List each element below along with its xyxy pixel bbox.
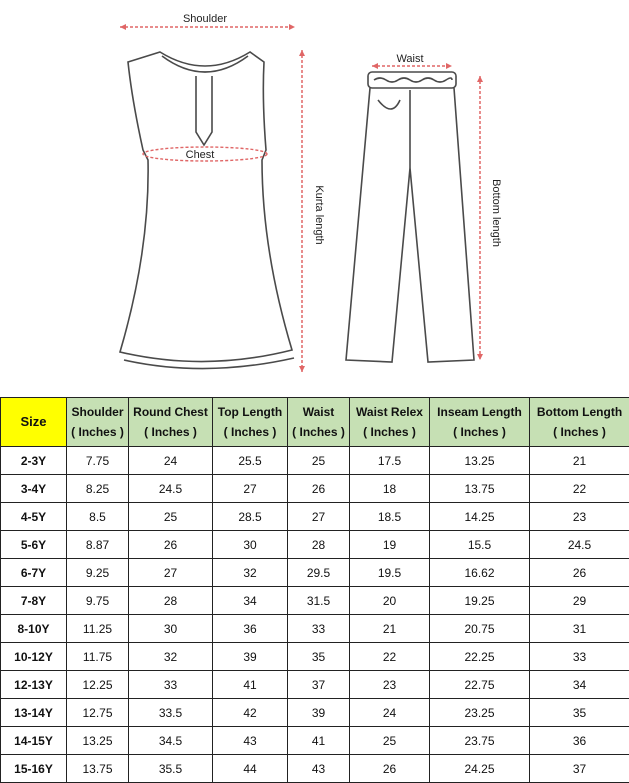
column-header-size <box>1 398 67 447</box>
bottom-length-label: Bottom length <box>490 179 502 247</box>
kurta-length-label: Kurta length <box>313 185 325 245</box>
measurement-cell: 41 <box>288 727 350 755</box>
column-unit: ( Inches ) <box>453 425 506 439</box>
shoulder-measure <box>120 13 295 27</box>
measurement-cell: 33.5 <box>129 699 213 727</box>
column-unit: ( Inches ) <box>363 425 416 439</box>
table-body <box>1 447 629 783</box>
size-cell: 10-12Y <box>1 643 67 671</box>
measurement-cell: 35 <box>530 699 629 727</box>
measurement-cell: 16.62 <box>430 559 530 587</box>
measurement-cell: 20.75 <box>430 615 530 643</box>
table-row <box>1 699 629 727</box>
table-row <box>1 503 629 531</box>
column-title: Round Chest <box>133 405 208 419</box>
table-row <box>1 587 629 615</box>
table-row <box>1 559 629 587</box>
column-title: Waist Relex <box>356 405 423 419</box>
measurement-cell: 33 <box>129 671 213 699</box>
measurement-cell: 28 <box>129 587 213 615</box>
column-header-inseam-length <box>430 398 530 447</box>
measurement-cell: 13.25 <box>67 727 129 755</box>
measurement-cell: 41 <box>213 671 288 699</box>
measurement-cell: 33 <box>288 615 350 643</box>
measurement-cell: 13.25 <box>430 447 530 475</box>
measurement-cell: 22.25 <box>430 643 530 671</box>
table-row <box>1 475 629 503</box>
column-unit: ( Inches ) <box>292 425 345 439</box>
measurement-cell: 43 <box>288 755 350 783</box>
measurement-cell: 32 <box>213 559 288 587</box>
measurement-cell: 9.75 <box>67 587 129 615</box>
measurement-cell: 19.5 <box>350 559 430 587</box>
measurement-cell: 23 <box>350 671 430 699</box>
size-cell: 7-8Y <box>1 587 67 615</box>
size-table <box>0 397 629 783</box>
measurement-cell: 13.75 <box>67 755 129 783</box>
measurement-cell: 24.5 <box>530 531 629 559</box>
table-row <box>1 727 629 755</box>
measurement-cell: 19.25 <box>430 587 530 615</box>
measurement-cell: 32 <box>129 643 213 671</box>
size-cell: 2-3Y <box>1 447 67 475</box>
table-row <box>1 615 629 643</box>
measurement-cell: 21 <box>350 615 430 643</box>
measurement-cell: 21 <box>530 447 629 475</box>
measurement-cell: 30 <box>213 531 288 559</box>
measurement-cell: 28 <box>288 531 350 559</box>
column-unit: ( Inches ) <box>223 425 277 439</box>
table-header <box>1 398 629 447</box>
measurement-cell: 23.75 <box>430 727 530 755</box>
measurement-cell: 27 <box>129 559 213 587</box>
measurement-cell: 27 <box>288 503 350 531</box>
measurement-cell: 27 <box>213 475 288 503</box>
shoulder-label: Shoulder <box>182 13 228 25</box>
measurement-cell: 43 <box>213 727 288 755</box>
measurement-cell: 15.5 <box>430 531 530 559</box>
measurement-cell: 23 <box>530 503 629 531</box>
measurement-cell: 26 <box>530 559 629 587</box>
measurement-cell: 42 <box>213 699 288 727</box>
measurement-cell: 29.5 <box>288 559 350 587</box>
column-header-shoulder <box>67 398 129 447</box>
measurement-cell: 8.25 <box>67 475 129 503</box>
table-row <box>1 447 629 475</box>
measurement-cell: 29 <box>530 587 629 615</box>
measurement-cell: 8.5 <box>67 503 129 531</box>
table-row <box>1 755 629 783</box>
measurement-cell: 20 <box>350 587 430 615</box>
kurta-length-measure <box>302 50 325 372</box>
measurement-cell: 22 <box>530 475 629 503</box>
measurement-cell: 44 <box>213 755 288 783</box>
column-unit: ( Inches ) <box>144 425 197 439</box>
pant-outline <box>346 72 474 362</box>
measurement-cell: 31.5 <box>288 587 350 615</box>
measurement-cell: 9.25 <box>67 559 129 587</box>
measurement-cell: 14.25 <box>430 503 530 531</box>
measurement-cell: 24.25 <box>430 755 530 783</box>
measurement-cell: 22 <box>350 643 430 671</box>
size-cell: 3-4Y <box>1 475 67 503</box>
measurement-cell: 24.5 <box>129 475 213 503</box>
bottom-length-measure <box>480 76 502 360</box>
measurement-cell: 11.25 <box>67 615 129 643</box>
table-row <box>1 671 629 699</box>
measurement-cell: 26 <box>129 531 213 559</box>
measurement-cell: 23.25 <box>430 699 530 727</box>
column-header-bottom-length <box>530 398 629 447</box>
measurement-cell: 24 <box>129 447 213 475</box>
size-cell: 4-5Y <box>1 503 67 531</box>
measurement-cell: 18 <box>350 475 430 503</box>
measurement-cell: 26 <box>350 755 430 783</box>
column-header-round-chest <box>129 398 213 447</box>
measurement-cell: 25.5 <box>213 447 288 475</box>
size-cell: 13-14Y <box>1 699 67 727</box>
measurement-cell: 37 <box>288 671 350 699</box>
column-unit: ( Inches ) <box>71 425 124 439</box>
column-header-top-length <box>213 398 288 447</box>
measurement-cell: 19 <box>350 531 430 559</box>
measurement-cell: 13.75 <box>430 475 530 503</box>
column-title: Top Length <box>217 405 283 419</box>
measurement-cell: 11.75 <box>67 643 129 671</box>
kurta-outline <box>120 52 294 369</box>
column-header-waist <box>288 398 350 447</box>
chest-measure <box>143 147 267 161</box>
measurement-cell: 36 <box>213 615 288 643</box>
size-cell: 14-15Y <box>1 727 67 755</box>
column-title: Bottom Length <box>536 405 623 419</box>
measurement-cell: 36 <box>530 727 629 755</box>
column-title: Shoulder <box>71 405 124 419</box>
measurement-cell: 18.5 <box>350 503 430 531</box>
measurement-cell: 26 <box>288 475 350 503</box>
measurement-cell: 35 <box>288 643 350 671</box>
column-title: Inseam Length <box>437 405 522 419</box>
measurement-cell: 25 <box>350 727 430 755</box>
measurement-cell: 37 <box>530 755 629 783</box>
measurement-cell: 25 <box>288 447 350 475</box>
size-cell: 12-13Y <box>1 671 67 699</box>
size-cell: 8-10Y <box>1 615 67 643</box>
measurement-cell: 31 <box>530 615 629 643</box>
measurement-cell: 25 <box>129 503 213 531</box>
chest-label: Chest <box>185 149 215 161</box>
column-title: Waist <box>302 405 335 419</box>
measurement-cell: 12.75 <box>67 699 129 727</box>
size-cell: 5-6Y <box>1 531 67 559</box>
measurement-cell: 34 <box>213 587 288 615</box>
table-row <box>1 643 629 671</box>
measurement-cell: 30 <box>129 615 213 643</box>
header-row <box>1 398 629 447</box>
measurement-cell: 34 <box>530 671 629 699</box>
measurement-cell: 22.75 <box>430 671 530 699</box>
column-title: Size <box>20 414 47 429</box>
size-cell: 15-16Y <box>1 755 67 783</box>
measurement-cell: 39 <box>288 699 350 727</box>
measurement-cell: 8.87 <box>67 531 129 559</box>
measurement-cell: 24 <box>350 699 430 727</box>
column-unit: ( Inches ) <box>553 425 606 439</box>
measurement-cell: 12.25 <box>67 671 129 699</box>
measurement-cell: 28.5 <box>213 503 288 531</box>
measurement-cell: 35.5 <box>129 755 213 783</box>
measurement-cell: 17.5 <box>350 447 430 475</box>
table-row <box>1 531 629 559</box>
size-cell: 6-7Y <box>1 559 67 587</box>
measurement-cell: 34.5 <box>129 727 213 755</box>
column-header-waist-relex <box>350 398 430 447</box>
waist-label: Waist <box>396 53 424 65</box>
measurement-cell: 39 <box>213 643 288 671</box>
measurement-cell: 7.75 <box>67 447 129 475</box>
waist-measure <box>372 53 452 66</box>
measurement-cell: 33 <box>530 643 629 671</box>
